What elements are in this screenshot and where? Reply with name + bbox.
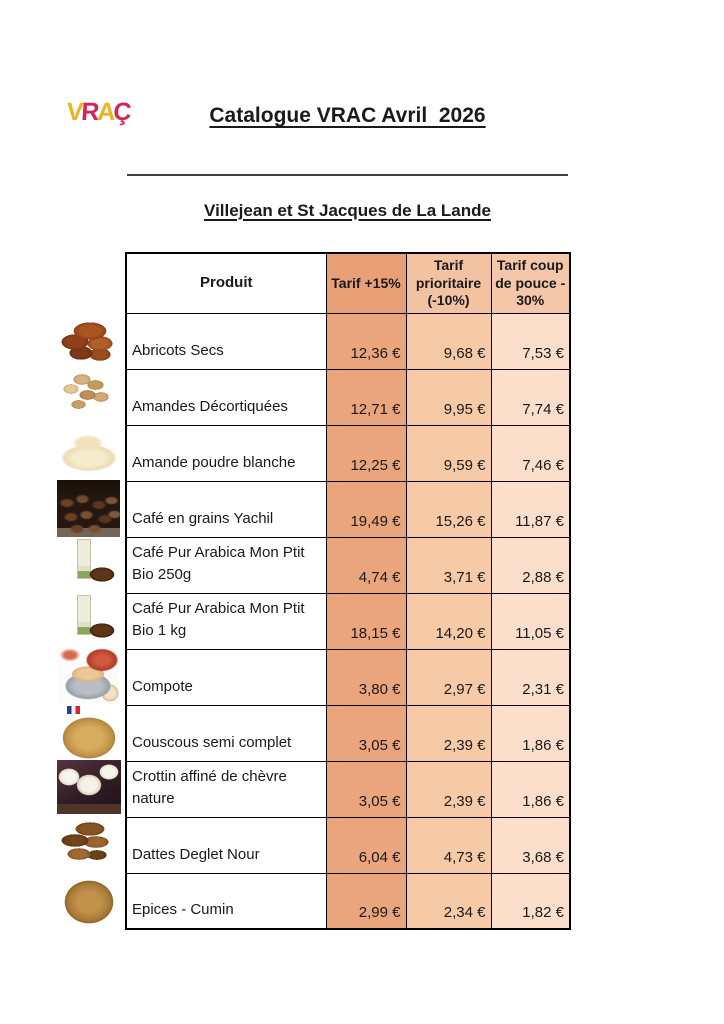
price-tarif-plus-15: 2,99 € <box>326 873 406 929</box>
product-name-cell <box>126 705 326 761</box>
table-header-row <box>126 253 570 313</box>
product-name-cell <box>126 537 326 593</box>
price-tarif-plus-15: 19,49 € <box>326 481 406 537</box>
logo-letter: Ç <box>112 98 131 126</box>
page-title: Catalogue VRAC Avril 2026 <box>209 104 486 127</box>
product-name-cell <box>126 649 326 705</box>
product-photo-almonds <box>57 368 121 424</box>
price-tarif-prioritaire: 14,20 € <box>406 593 491 649</box>
product-name: Dattes Deglet Nour <box>132 845 260 863</box>
table-row <box>126 537 570 593</box>
product-photo-compote <box>57 648 119 704</box>
price-tarif-prioritaire: 9,68 € <box>406 313 491 369</box>
table-row <box>126 817 570 873</box>
product-name-cell <box>126 761 326 817</box>
price-tarif-coup-de-pouce: 1,86 € <box>491 761 570 817</box>
price-tarif-coup-de-pouce: 3,68 € <box>491 817 570 873</box>
logo-letter: R <box>80 98 99 126</box>
product-name-cell <box>126 481 326 537</box>
divider-line <box>127 174 568 176</box>
product-name-cell <box>126 817 326 873</box>
product-name: Epices - Cumin <box>132 901 234 919</box>
price-tarif-coup-de-pouce: 7,53 € <box>491 313 570 369</box>
price-tarif-plus-15: 12,71 € <box>326 369 406 425</box>
price-tarif-plus-15: 3,05 € <box>326 761 406 817</box>
table-row <box>126 369 570 425</box>
product-photo-coffee-beans <box>57 480 120 537</box>
product-name: Café Pur Arabica Mon Ptit Bio 1 kg <box>132 600 305 639</box>
logo-letter: V <box>65 98 83 126</box>
product-photo-crottin <box>57 760 121 814</box>
table-row <box>126 649 570 705</box>
price-tarif-prioritaire: 2,39 € <box>406 705 491 761</box>
price-tarif-prioritaire: 9,59 € <box>406 425 491 481</box>
price-tarif-prioritaire: 2,34 € <box>406 873 491 929</box>
product-photo-coffee-pack <box>57 592 121 648</box>
product-name-cell <box>126 369 326 425</box>
column-header-tarif-prioritaire: Tarif prioritaire (-10%) <box>406 253 491 313</box>
vrac-logo <box>65 98 131 142</box>
price-tarif-plus-15: 6,04 € <box>326 817 406 873</box>
product-photo-apricots <box>57 312 121 368</box>
product-name: Café en grains Yachil <box>132 509 274 527</box>
price-tarif-coup-de-pouce: 2,31 € <box>491 649 570 705</box>
product-name-cell <box>126 593 326 649</box>
table-row <box>126 481 570 537</box>
product-name-cell <box>126 425 326 481</box>
table-row <box>126 425 570 481</box>
price-tarif-prioritaire: 3,71 € <box>406 537 491 593</box>
product-name: Café Pur Arabica Mon Ptit Bio 250g <box>132 544 305 583</box>
price-tarif-coup-de-pouce: 11,05 € <box>491 593 570 649</box>
product-photo-dates <box>57 816 121 872</box>
price-tarif-coup-de-pouce: 7,46 € <box>491 425 570 481</box>
column-header-tarif-plus-15: Tarif +15% <box>326 253 406 313</box>
product-name: Couscous semi complet <box>132 733 292 751</box>
price-tarif-prioritaire: 9,95 € <box>406 369 491 425</box>
product-photo-couscous <box>57 704 121 760</box>
price-tarif-coup-de-pouce: 2,88 € <box>491 537 570 593</box>
price-tarif-prioritaire: 15,26 € <box>406 481 491 537</box>
price-table <box>125 252 571 930</box>
price-tarif-plus-15: 4,74 € <box>326 537 406 593</box>
product-photo-almond-powder <box>57 424 121 480</box>
price-tarif-prioritaire: 2,39 € <box>406 761 491 817</box>
price-tarif-plus-15: 3,05 € <box>326 705 406 761</box>
location-subtitle: Villejean et St Jacques de La Lande <box>204 201 491 220</box>
product-name: Amande poudre blanche <box>132 453 296 471</box>
product-name: Abricots Secs <box>132 341 224 359</box>
product-photo-cumin <box>57 872 121 928</box>
column-header-tarif-coup-de-pouce: Tarif coup de pouce - 30% <box>491 253 570 313</box>
product-name: Crottin affiné de chèvre nature <box>132 768 287 807</box>
logo-letter: A <box>96 98 115 126</box>
product-name-cell <box>126 873 326 929</box>
table-row <box>126 313 570 369</box>
product-name-cell <box>126 313 326 369</box>
price-tarif-prioritaire: 4,73 € <box>406 817 491 873</box>
price-tarif-coup-de-pouce: 1,82 € <box>491 873 570 929</box>
price-tarif-coup-de-pouce: 11,87 € <box>491 481 570 537</box>
price-tarif-plus-15: 18,15 € <box>326 593 406 649</box>
product-photo-coffee-pack <box>57 536 121 592</box>
price-tarif-prioritaire: 2,97 € <box>406 649 491 705</box>
table-row <box>126 593 570 649</box>
price-tarif-plus-15: 12,36 € <box>326 313 406 369</box>
table-row <box>126 705 570 761</box>
price-tarif-coup-de-pouce: 7,74 € <box>491 369 570 425</box>
column-header-produit: Produit <box>126 253 326 313</box>
product-name: Compote <box>132 677 193 695</box>
price-tarif-plus-15: 12,25 € <box>326 425 406 481</box>
price-tarif-plus-15: 3,80 € <box>326 649 406 705</box>
table-row <box>126 873 570 929</box>
table-row <box>126 761 570 817</box>
price-tarif-coup-de-pouce: 1,86 € <box>491 705 570 761</box>
product-name: Amandes Décortiquées <box>132 397 288 415</box>
